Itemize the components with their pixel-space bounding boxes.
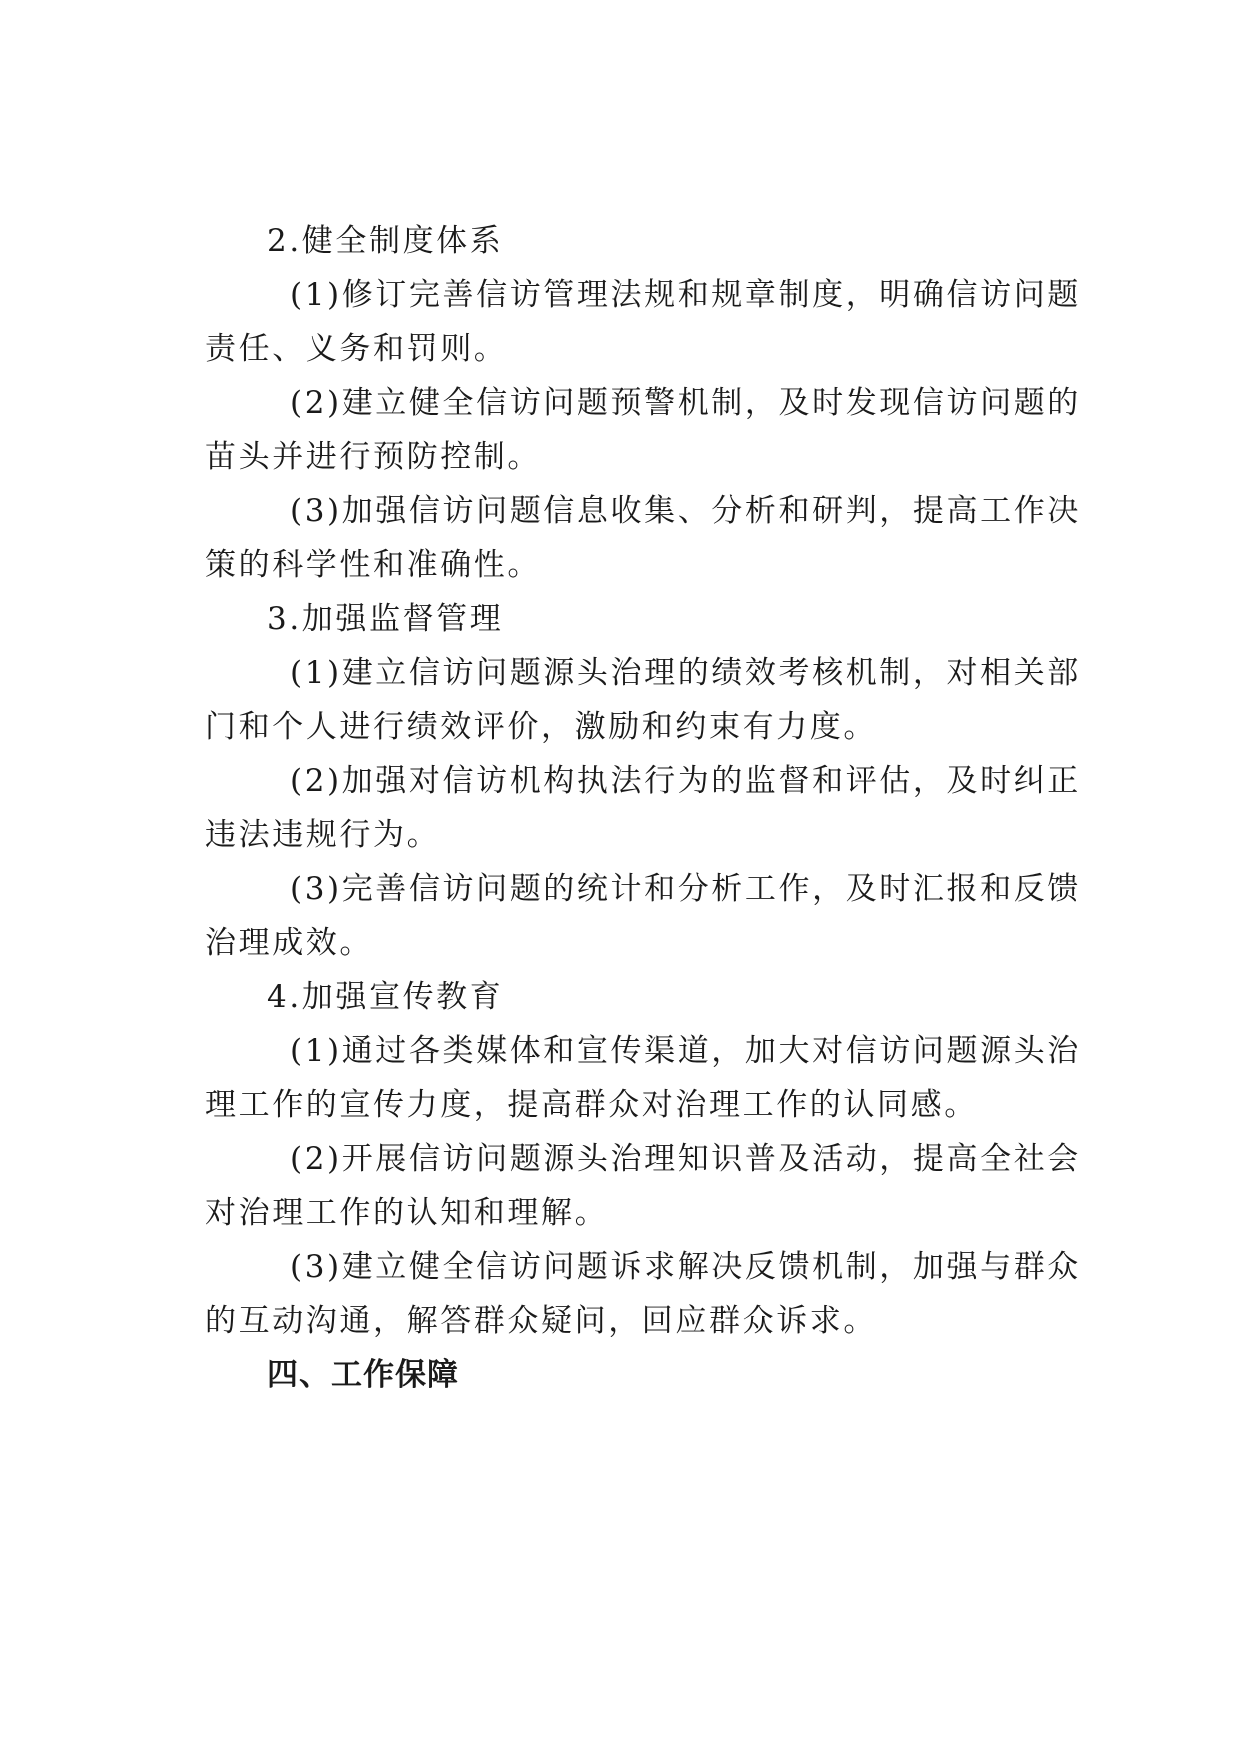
paragraph-line: 理工作的宣传力度，提高群众对治理工作的认同感。 (205, 1087, 978, 1123)
section-heading-4: 4.加强宣传教育 (267, 979, 504, 1015)
paragraph-line: (3)加强信访问题信息收集、分析和研判，提高工作决 (290, 493, 1081, 529)
chapter-heading: 四、工作保障 (267, 1357, 459, 1393)
paragraph-line: (2)建立健全信访问题预警机制，及时发现信访问题的 (290, 385, 1081, 421)
paragraph-line: (1)修订完善信访管理法规和规章制度，明确信访问题 (290, 277, 1081, 313)
paragraph-line: 对治理工作的认知和理解。 (205, 1195, 609, 1231)
paragraph-line: 的互动沟通，解答群众疑问，回应群众诉求。 (205, 1303, 877, 1339)
document-body (205, 214, 1081, 1402)
paragraph-line: (2)开展信访问题源头治理知识普及活动，提高全社会 (290, 1141, 1081, 1177)
section-heading-2: 2.健全制度体系 (267, 223, 504, 259)
paragraph-line: (1)建立信访问题源头治理的绩效考核机制，对相关部 (290, 655, 1081, 691)
paragraph-line: 门和个人进行绩效评价，激励和约束有力度。 (205, 709, 877, 745)
paragraph-line: 策的科学性和准确性。 (205, 547, 541, 583)
paragraph-line: (3)建立健全信访问题诉求解决反馈机制，加强与群众 (290, 1249, 1081, 1285)
paragraph-line: (3)完善信访问题的统计和分析工作，及时汇报和反馈 (290, 871, 1081, 907)
section-heading-3: 3.加强监督管理 (267, 601, 504, 637)
paragraph-line: (2)加强对信访机构执法行为的监督和评估，及时纠正 (290, 763, 1081, 799)
paragraph-line: 苗头并进行预防控制。 (205, 439, 541, 475)
paragraph-line: (1)通过各类媒体和宣传渠道，加大对信访问题源头治 (290, 1033, 1081, 1069)
paragraph-line: 责任、义务和罚则。 (205, 331, 508, 367)
paragraph-line: 违法违规行为。 (205, 817, 441, 853)
paragraph-line: 治理成效。 (205, 925, 373, 961)
